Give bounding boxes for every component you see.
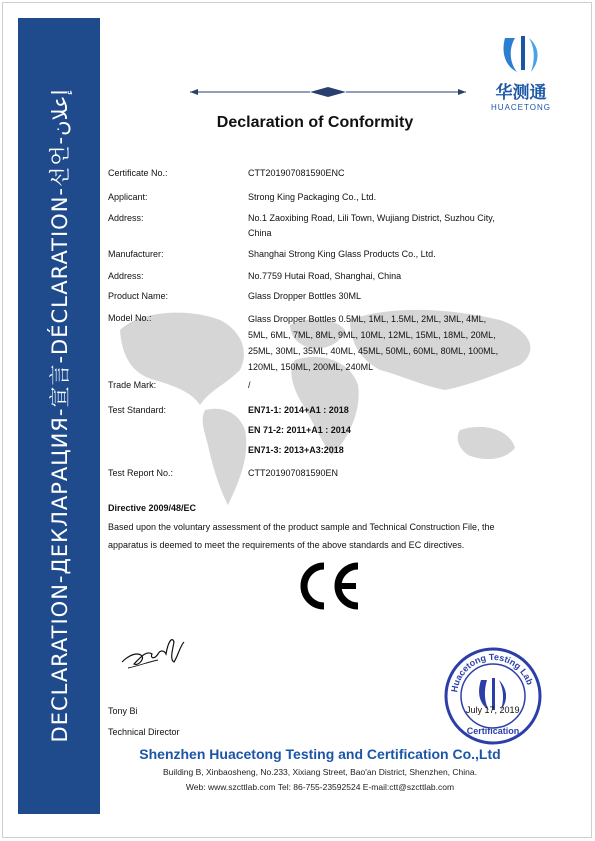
directive-heading: Directive 2009/48/EC: [108, 503, 197, 513]
manufacturer-address-label: Address:: [108, 271, 144, 281]
test-standard-value: [248, 400, 538, 460]
logo-mark-icon: [495, 32, 547, 76]
manufacturer-label: Manufacturer:: [108, 249, 164, 259]
applicant-label: Applicant:: [108, 192, 148, 202]
test-report-no-value: CTT201907081590EN: [248, 468, 339, 478]
applicant-value: Strong King Packaging Co., Ltd.: [248, 192, 377, 202]
svg-text:Certification: Certification: [466, 726, 520, 736]
certification-stamp: [443, 646, 543, 746]
company-logo: [476, 32, 566, 122]
statement-line: apparatus is deemed to meet the requirements of the above standards and EC directives.: [108, 540, 465, 550]
organization-contact: Web: www.szcttlab.com Tel: 86-755-23592524 E-mail:ctt@szcttlab.com: [185, 782, 455, 792]
applicant-address-value: [248, 211, 538, 241]
logo-chinese-text: 华测通: [495, 83, 547, 103]
statement-line: Based upon the voluntary assessment of the product sample and Technical Construction File, the: [108, 522, 495, 532]
organization-address: Building B, Xinbaosheng, No.233, Xixiang Street, Bao'an District, Shenzhen, China.: [163, 767, 477, 777]
model-no-line: 5ML, 6ML, 7ML, 8ML, 9ML, 10ML, 12ML, 15ML, 18ML, 20ML,: [248, 330, 496, 340]
handwritten-signature: [118, 632, 190, 674]
logo-english-text: HUACETONG: [491, 103, 551, 112]
test-report-no-label: Test Report No.:: [108, 468, 174, 478]
test-standard-line: EN71-3: 2013+A3:2018: [248, 445, 344, 455]
manufacturer-value: Shanghai Strong King Glass Products Co., Ltd.: [248, 249, 436, 259]
model-no-value: [248, 311, 538, 375]
ce-mark-icon: [294, 560, 364, 612]
trade-mark-value: /: [248, 380, 251, 390]
model-no-label: Model No.:: [108, 313, 152, 323]
signer-name: Tony Bi: [108, 706, 138, 716]
product-name-value: Glass Dropper Bottles 30ML: [248, 291, 362, 301]
product-name-label: Product Name:: [108, 291, 169, 301]
certificate-no-value: CTT201907081590ENC: [248, 168, 345, 178]
conformity-statement: [108, 518, 548, 554]
test-standard-label: Test Standard:: [108, 405, 167, 415]
applicant-address-label: Address:: [108, 213, 144, 223]
organization-name: Shenzhen Huacetong Testing and Certification Co.,Ltd: [139, 746, 501, 762]
signature-date: July 17, 2019: [466, 705, 520, 715]
trade-mark-label: Trade Mark:: [108, 380, 157, 390]
certificate-no-label: Certificate No.:: [108, 168, 168, 178]
document-title: Declaration of Conformity: [216, 114, 414, 131]
model-no-line: 120ML, 150ML, 200ML, 240ML: [248, 362, 374, 372]
model-no-line: Glass Dropper Bottles 0.5ML, 1ML, 1.5ML, 2ML, 3ML, 4ML,: [248, 314, 487, 324]
test-standard-line: EN71-1: 2014+A1 : 2018: [248, 405, 349, 415]
applicant-address-line: No.1 Zaoxibing Road, Lili Town, Wujiang District, Suzhou City,: [248, 213, 495, 223]
test-standard-line: EN 71-2: 2011+A1 : 2014: [248, 425, 351, 435]
model-no-line: 25ML, 30ML, 35ML, 40ML, 45ML, 50ML, 60ML, 80ML, 100ML,: [248, 346, 499, 356]
manufacturer-address-value: No.7759 Hutai Road, Shanghai, China: [248, 271, 402, 281]
applicant-address-line: China: [248, 228, 272, 238]
svg-text:Huacetong Testing Lab: Huacetong Testing Lab: [449, 651, 536, 693]
side-banner-text: DECLARATION-ДЕКЛАРАЦИЯ-宣言-DÉCLARATION-선언-إعلان: [48, 89, 72, 743]
signer-title: Technical Director: [108, 727, 180, 737]
title-ornament: [190, 86, 466, 98]
